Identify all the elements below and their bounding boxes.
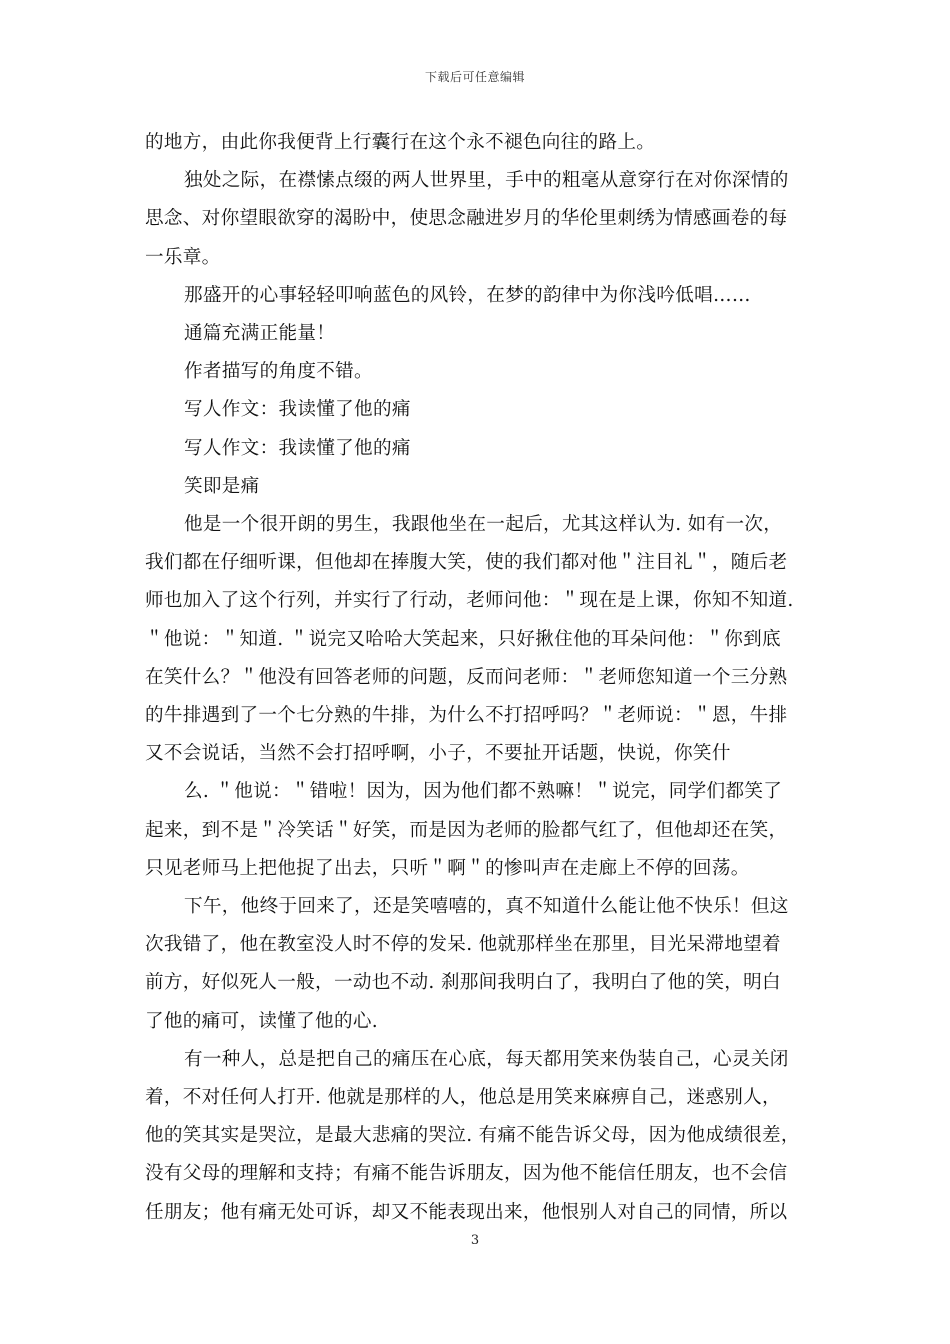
text-line: 笑即是痛 — [184, 475, 260, 497]
text-line: 作者描写的角度不错。 — [184, 361, 373, 383]
text-line: 独处之际，在襟愫点缀的两人世界里，手中的粗毫从意穿行在对你深情的 — [184, 170, 789, 192]
text-line: 在笑什么？＂他没有回答老师的问题，反而问老师：＂老师您知道一个三分熟 — [145, 666, 788, 688]
page-header: 下载后可任意编辑 — [424, 70, 525, 84]
text-line: 么. ＂他说：＂错啦！因为，因为他们都不熟嘛！＂说完，同学们都笑了 — [184, 781, 783, 803]
text-line: 的地方，由此你我便背上行囊行在这个永不褪色向往的路上。 — [145, 132, 656, 153]
text-line: 又不会说话，当然不会打招呼啊，小子，不要扯开话题，快说，你笑什 — [145, 743, 731, 765]
paragraph — [145, 888, 810, 1041]
text-line: 他是一个很开朗的男生，我跟他坐在一起后，尤其这样认为. 如有一次， — [184, 514, 783, 536]
paragraph — [145, 506, 810, 773]
text-line: 通篇充满正能量！ — [184, 323, 336, 345]
paragraph — [145, 1041, 810, 1232]
paragraph — [145, 430, 810, 468]
text-line: 次我错了，他在教室没人时不停的发呆. 他就那样坐在那里，目光呆滞地望着 — [145, 934, 781, 956]
paragraph — [145, 315, 810, 353]
paragraph — [145, 353, 810, 391]
text-line: 起来，到不是＂冷笑话＂好笑，而是因为老师的脸都气红了，但他却还在笑， — [145, 819, 788, 841]
text-line: 一乐章。 — [145, 246, 221, 268]
text-line: 写人作文：我读懂了他的痛 — [184, 437, 411, 459]
text-line: 下午，他终于回来了，还是笑嘻嘻的，真不知道什么能让他不快乐！但这 — [184, 896, 789, 918]
text-line: 只见老师马上把他捉了出去，只听＂啊＂的惨叫声在走廊上不停的回荡。 — [145, 857, 750, 879]
document-body — [145, 124, 810, 1232]
text-line: 的牛排遇到了一个七分熟的牛排，为什么不打招呼吗？＂老师说：＂恩，牛排 — [145, 705, 788, 727]
text-line: 着，不对任何人打开. 他就是那样的人，他总是用笑来麻痹自己，迷惑别人， — [145, 1087, 781, 1109]
text-line: 有一种人，总是把自己的痛压在心底，每天都用笑来伪装自己，心灵关闭 — [184, 1048, 789, 1070]
text-line: 前方，好似死人一般，一动也不动. 刹那间我明白了，我明白了他的笑，明白 — [145, 972, 781, 994]
text-line: 写人作文：我读懂了他的痛 — [184, 399, 411, 421]
paragraph — [145, 468, 810, 506]
paragraph — [145, 124, 810, 162]
text-line: 了他的痛可，读懂了他的心. — [145, 1010, 378, 1032]
paragraph — [145, 277, 810, 315]
paragraph — [145, 391, 810, 429]
paragraph — [145, 162, 810, 277]
text-line: 师也加入了这个行列，并实行了行动，老师问他：＂现在是上课，你知不知道. — [145, 590, 794, 612]
text-line: 任朋友；他有痛无处可诉，却又不能表现出来，他恨别人对自己的同情，所以 — [145, 1201, 788, 1223]
paragraph — [145, 773, 810, 888]
text-line: 思念、对你望眼欲穿的渴盼中，使思念融进岁月的华伦里刺绣为情感画卷的每 — [145, 208, 788, 230]
text-line: ＂他说：＂知道. ＂说完又哈哈大笑起来，只好揪住他的耳朵问他：＂你到底 — [145, 628, 781, 650]
page-number: 3 — [470, 1233, 480, 1248]
text-line: 他的笑其实是哭泣，是最大悲痛的哭泣. 有痛不能告诉父母，因为他成绩很差， — [145, 1125, 800, 1147]
text-line: 没有父母的理解和支持；有痛不能告诉朋友，因为他不能信任朋友，也不会信 — [145, 1163, 788, 1185]
text-line: 那盛开的心事轻轻叩响蓝色的风铃，在梦的韵律中为你浅吟低唱…… — [184, 284, 751, 306]
text-line: 我们都在仔细听课，但他却在捧腹大笑，使的我们都对他＂注目礼＂，随后老 — [145, 552, 788, 574]
